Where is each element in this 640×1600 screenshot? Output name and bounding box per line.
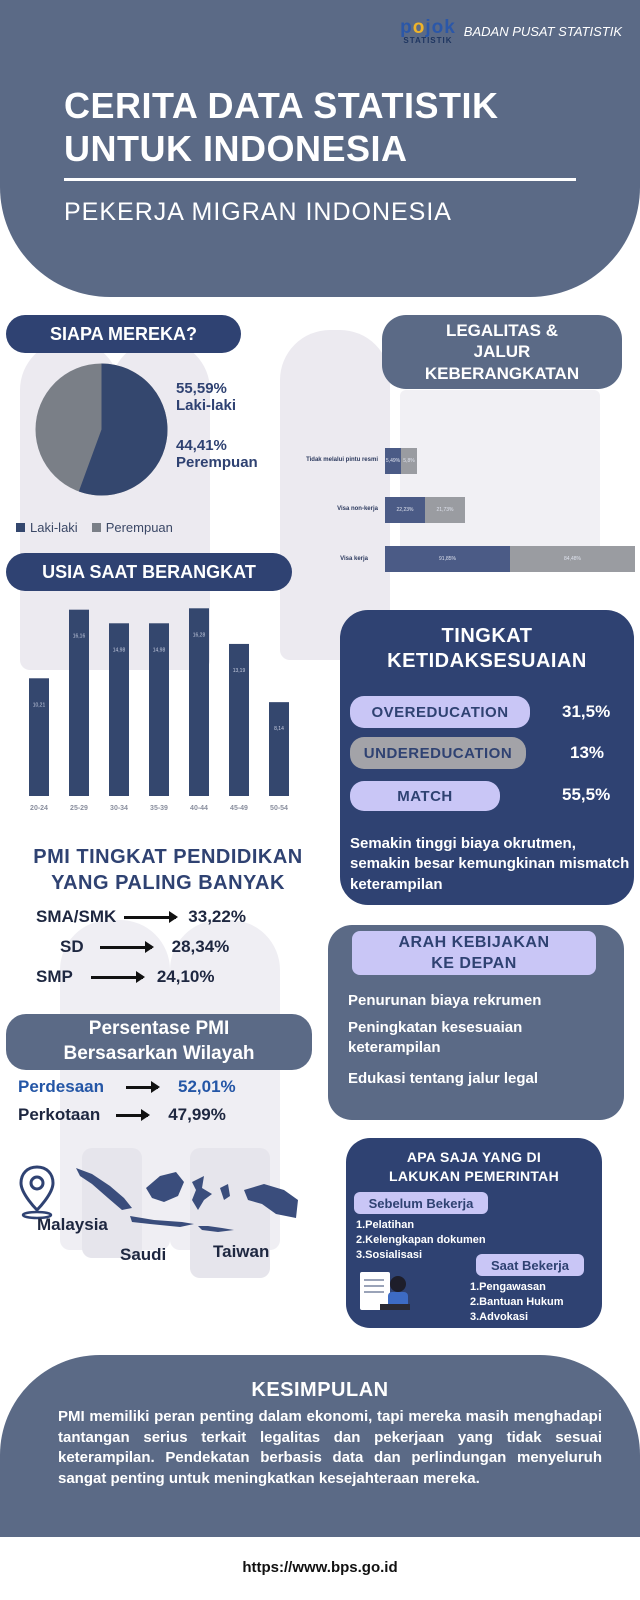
agency-name: BADAN PUSAT STATISTIK [463, 24, 622, 39]
kesimpulan-section [0, 1355, 640, 1537]
during-list: 1.Pengawasan 2.Bantuan Hukum 3.Advokasi [470, 1281, 564, 1323]
overeducation-value: 31,5% [562, 702, 611, 721]
overeducation-pill: OVEREDUCATION [350, 696, 530, 728]
match-value: 55,5% [562, 785, 611, 804]
pemerintah-card [346, 1138, 602, 1328]
edu-row-smp: SMP 24,10% [36, 967, 215, 986]
age-bar-chart [20, 600, 310, 820]
footer-url[interactable]: https://www.bps.go.id [242, 1559, 398, 1576]
bar-value-label: 13,19 [232, 667, 246, 674]
legal-row-label-2: Visa kerja [340, 556, 368, 562]
mismatch-title: TINGKAT KETIDAKSESUAIAN [387, 625, 587, 672]
match-pill: MATCH [350, 781, 500, 811]
male-stat: 55,59% Laki-laki [176, 380, 237, 414]
destination-malaysia: Malaysia [37, 1215, 108, 1234]
x-tick-label: 40-44 [190, 805, 208, 812]
location-pin-icon [17, 1164, 57, 1220]
bar-value-label: 14,98 [152, 647, 166, 654]
siapa-heading: SIAPA MEREKA? [6, 315, 241, 353]
usia-heading: USIA SAAT BERANGKAT [6, 553, 292, 591]
arah-item: Edukasi tentang jalur legal [348, 1070, 539, 1087]
brand-logo [400, 18, 622, 45]
arrow-icon [100, 946, 152, 949]
page-subtitle: PEKERJA MIGRAN INDONESIA [64, 198, 452, 226]
legal-bar-2 [385, 546, 635, 572]
title-divider [64, 178, 576, 181]
destination-taiwan: Taiwan [213, 1242, 270, 1261]
bar-value-label: 16,16 [72, 633, 86, 640]
arrow-icon [116, 1114, 148, 1117]
wilayah-heading: Persentase PMI Bersasarkan Wilayah [6, 1014, 312, 1070]
bar-20-24 [29, 678, 49, 796]
arrow-icon [126, 1086, 158, 1089]
legal-bar-1-a: 22,23% [385, 497, 425, 523]
x-tick-label: 45-49 [230, 805, 248, 812]
bar-45-49 [229, 644, 249, 796]
undereducation-pill: UNDEREDUCATION [350, 737, 526, 769]
page-title: CERITA DATA STATISTIK UNTUK INDONESIA [64, 85, 499, 170]
pojok-statistik-logo: pojok STATISTIK [400, 17, 456, 45]
legal-row-label-1: Visa non-kerja [337, 506, 378, 512]
region-row-perdesaan: Perdesaan 52,01% [18, 1077, 236, 1096]
legal-bar-2-b: 84,48% [510, 546, 635, 572]
legal-bar-0-a: 5,49% [385, 448, 401, 474]
legal-bar-1 [385, 497, 465, 523]
arah-kebijakan-title: ARAH KEBIJAKAN KE DEPAN [352, 931, 596, 975]
sebelum-bekerja-tag: Sebelum Bekerja [354, 1192, 488, 1214]
bar-value-label: 14,98 [112, 647, 126, 654]
saat-bekerja-tag: Saat Bekerja [476, 1254, 584, 1276]
legal-bar-2-a: 91,85% [385, 546, 510, 572]
legal-bar-0 [385, 448, 417, 474]
bar-value-label: 10,21 [32, 702, 46, 709]
edu-row-sd: SD 28,34% [60, 937, 230, 956]
arah-item: Penurunan biaya rekrumen [348, 992, 542, 1009]
pendidikan-title: PMI TINGKAT PENDIDIKAN YANG PALING BANYAK [33, 846, 303, 894]
legal-row-label-0: Tidak melalui pintu resmi [306, 457, 378, 463]
pie-legend [16, 520, 173, 535]
pemerintah-title: APA SAJA YANG DI LAKUKAN PEMERINTAH [388, 1149, 560, 1184]
legend-male: Laki-laki [16, 520, 78, 535]
legal-bar-0-b: 5,8% [401, 448, 417, 474]
destination-saudi: Saudi [120, 1245, 167, 1264]
undereducation-value: 13% [570, 743, 605, 762]
legend-female: Perempuan [92, 520, 173, 535]
before-list: 1.Pelatihan 2.Kelengkapan dokumen 3.Sosialisasi [356, 1219, 486, 1261]
x-tick-label: 25-29 [70, 805, 88, 812]
arrow-icon [124, 916, 176, 919]
kesimpulan-text: PMI memiliki peran penting dalam ekonomi, tapi mereka masih menghadapi tantangan serius terkait legalitas dan pekerjaan yang tidak sesuai keterampilan. Pendekatan berbasis data dan perlindungan menyeluruh sangat penting untuk meningkatkan kesejahteraan mereka. [58, 1408, 602, 1488]
legal-bar-1-b: 21,73% [425, 497, 465, 523]
arrow-icon [91, 976, 143, 979]
edu-row-sma: SMA/SMK 33,22% [36, 907, 246, 926]
x-tick-label: 20-24 [30, 805, 48, 812]
arah-kebijakan-card [328, 925, 624, 1120]
mismatch-card [340, 610, 634, 905]
bar-50-54 [269, 702, 289, 796]
bar-value-label: 16,28 [192, 632, 206, 639]
worker-at-laptop-icon [354, 1266, 418, 1318]
bar-value-label: 8,14 [274, 726, 284, 733]
female-stat: 44,41% Perempuan [176, 437, 258, 471]
arah-item: Peningkatan kesesuaian keterampilan [348, 1019, 523, 1056]
x-tick-label: 35-39 [150, 805, 168, 812]
gender-pie-chart [34, 362, 169, 497]
region-row-perkotaan: Perkotaan 47,99% [18, 1105, 226, 1124]
background-document-panel [400, 390, 600, 560]
x-tick-label: 30-34 [110, 805, 128, 812]
legalitas-heading: LEGALITAS & JALUR KEBERANGKATAN [382, 315, 622, 389]
kesimpulan-title: KESIMPULAN [251, 1379, 389, 1401]
mismatch-note: Semakin tinggi biaya okrutmen, semakin besar kemungkinan mismatch keterampilan [350, 835, 630, 893]
x-tick-label: 50-54 [270, 805, 288, 812]
